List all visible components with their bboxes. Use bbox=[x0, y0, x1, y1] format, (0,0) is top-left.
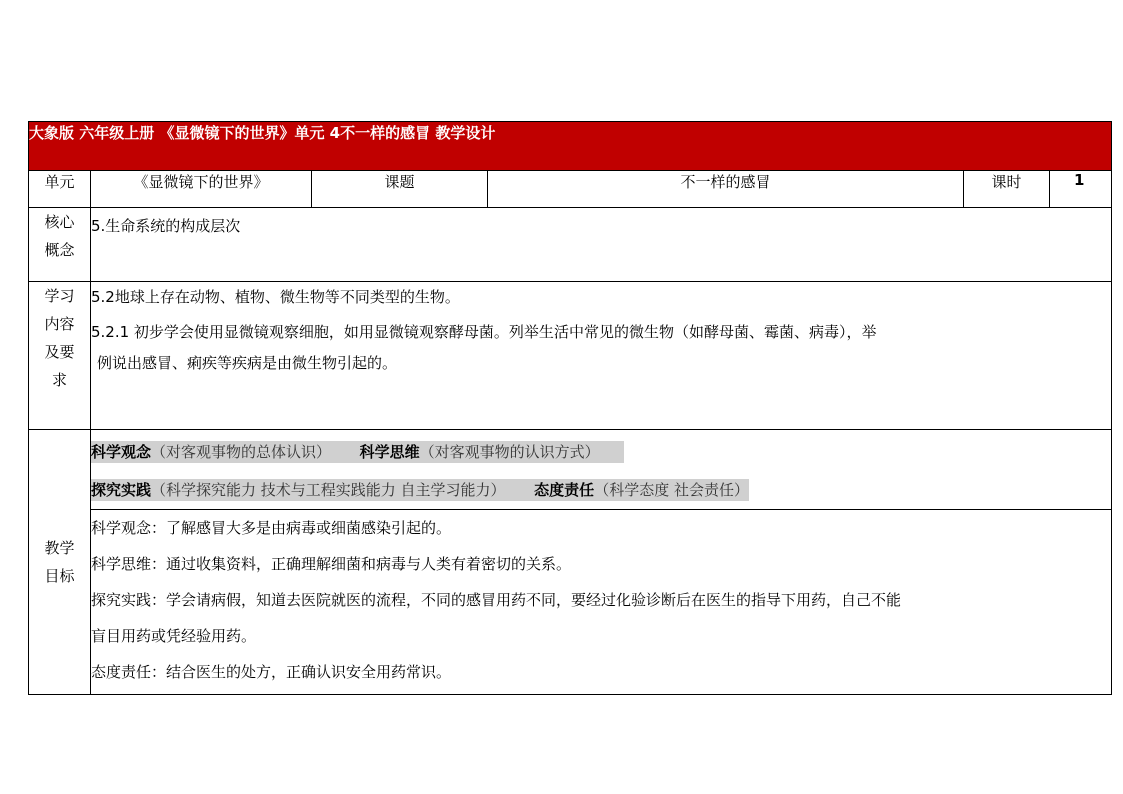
req-label-line-1: 学习 bbox=[44, 287, 75, 305]
dim-inquiry-practice-desc: （科学探究能力 技术与工程实践能力 自主学习能力） bbox=[151, 481, 506, 499]
dimension-line-2 bbox=[91, 471, 1111, 509]
unit-label: 单元 bbox=[29, 171, 91, 208]
dim-science-concept-desc: （对客观事物的总体认识） bbox=[151, 443, 332, 461]
requirements-content bbox=[91, 282, 1112, 430]
core-concept-row bbox=[29, 208, 1112, 282]
requirement-line-3: 例说出感冒、痢疾等疾病是由微生物引起的。 bbox=[97, 354, 398, 372]
dimension-highlight-2 bbox=[91, 479, 749, 501]
requirements-row bbox=[29, 282, 1112, 430]
goal-dimensions bbox=[91, 430, 1112, 510]
period-label: 课时 bbox=[964, 171, 1050, 208]
dim-science-concept: 科学观念 bbox=[91, 443, 152, 461]
dimension-highlight-1 bbox=[91, 441, 624, 463]
topic-value: 不一样的感冒 bbox=[488, 171, 964, 208]
goal-line-3a: 探究实践：学会请病假，知道去医院就医的流程，不同的感冒用药不同，要经过化验诊断后在医生的指导下用药，自己不能 bbox=[91, 591, 902, 609]
dim-inquiry-practice: 探究实践 bbox=[91, 481, 152, 499]
goal-dimensions-row bbox=[29, 430, 1112, 510]
title-banner-row bbox=[29, 122, 1112, 171]
core-label-line-2: 概念 bbox=[44, 241, 75, 259]
requirements-label bbox=[29, 282, 91, 430]
topic-label: 课题 bbox=[312, 171, 488, 208]
dim-science-thinking: 科学思维 bbox=[359, 443, 420, 461]
req-label-line-4: 求 bbox=[51, 371, 67, 389]
goal-line-2: 科学思维：通过收集资料，正确理解细菌和病毒与人类有着密切的关系。 bbox=[91, 555, 572, 573]
req-label-line-2: 内容 bbox=[44, 315, 75, 333]
meta-row bbox=[29, 171, 1112, 208]
teaching-goals-label bbox=[29, 430, 91, 695]
dimension-line-1 bbox=[91, 433, 1111, 471]
document-title: 大象版 六年级上册 《显微镜下的世界》单元 4不一样的感冒 教学设计 bbox=[29, 122, 1112, 171]
goals-label-line-2: 目标 bbox=[44, 567, 75, 585]
goals-label-line-1: 教学 bbox=[44, 539, 75, 557]
core-concept-label bbox=[29, 208, 91, 282]
dim-attitude-responsibility: 态度责任 bbox=[534, 481, 595, 499]
goals-detail bbox=[91, 510, 1112, 695]
unit-value: 《显微镜下的世界》 bbox=[91, 171, 312, 208]
requirement-line-2: 5.2.1 初步学会使用显微镜观察细胞，如用显微镜观察酵母菌。列举生活中常见的微生物（如酵母菌、霉菌、病毒），举 bbox=[91, 323, 877, 341]
lesson-plan-table bbox=[28, 121, 1112, 695]
req-label-line-3: 及要 bbox=[44, 343, 75, 361]
core-concept-text: 5.生命系统的构成层次 bbox=[91, 208, 1112, 282]
core-label-line-1: 核心 bbox=[44, 213, 75, 231]
goal-line-1: 科学观念：了解感冒大多是由病毒或细菌感染引起的。 bbox=[91, 519, 452, 537]
dim-science-thinking-desc: （对客观事物的认识方式） bbox=[419, 443, 600, 461]
period-value: 1 bbox=[1050, 171, 1112, 208]
goal-line-3b: 盲目用药或凭经验用药。 bbox=[91, 627, 257, 645]
goal-line-4: 态度责任：结合医生的处方，正确认识安全用药常识。 bbox=[91, 663, 452, 681]
dim-attitude-responsibility-desc: （科学态度 社会责任） bbox=[594, 481, 749, 499]
requirement-line-1: 5.2地球上存在动物、植物、微生物等不同类型的生物。 bbox=[91, 288, 460, 306]
goals-detail-row bbox=[29, 510, 1112, 695]
